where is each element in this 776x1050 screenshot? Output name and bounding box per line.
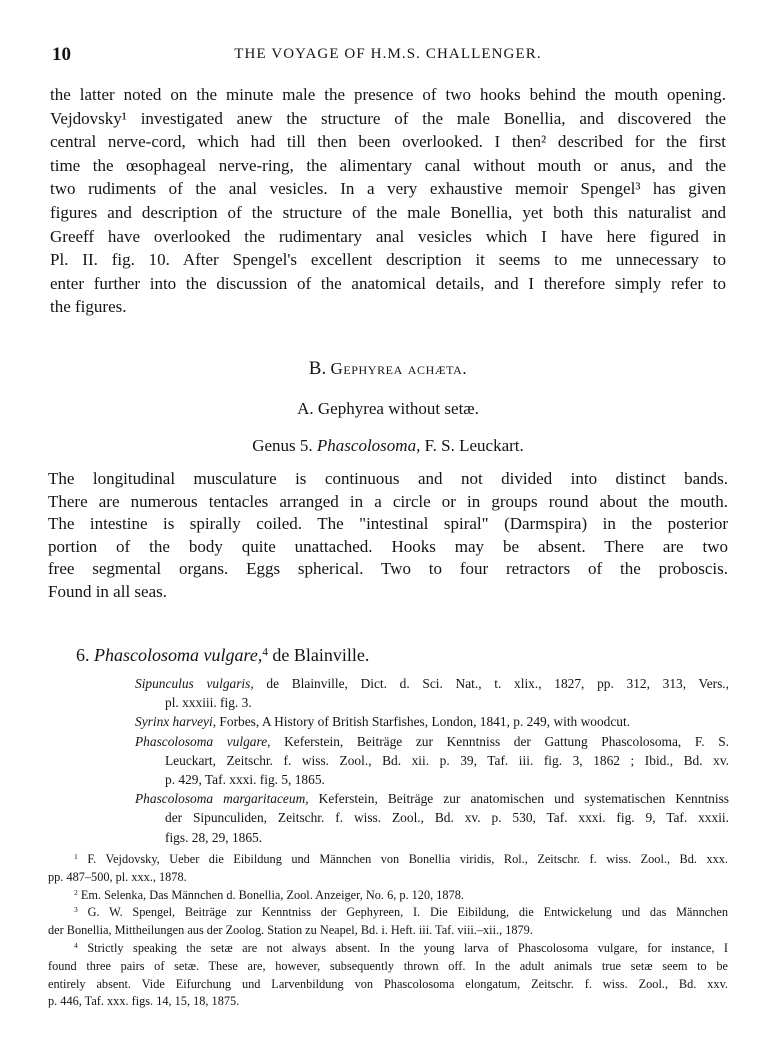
- footnote-text: G. W. Spengel, Beiträge zur Kenntniss der Gephyreen, I. Die Eibildung, die Entwickelung und das Männchen: [87, 905, 728, 920]
- genus-name: Phascolosoma,: [316, 436, 421, 455]
- page-header: [52, 44, 724, 66]
- text-line: The longitudinal musculature is continuous and not divided into distinct bands.: [48, 469, 728, 488]
- footnote-line: [48, 958, 728, 976]
- synonym-entry: [135, 732, 729, 790]
- synonym-text: p. 429, Taf. xxxi. fig. 5, 1865.: [165, 771, 325, 787]
- footnote-number: 3: [74, 905, 78, 915]
- genus-description: [48, 468, 728, 604]
- footnote-line: [48, 922, 728, 940]
- footnote-text: entirely absent. Vide Eifurchung und Larvenbildung von Phascolosoma elongatum, Zeitschr. f. wiss. Zool., Bd. xxv.: [48, 976, 728, 991]
- text-line: Vejdovsky¹ investigated anew the structure of the male Bonellia, and discovered the: [50, 108, 726, 128]
- text-line: free segmental organs. Eggs spherical. Two to four retractors of the proboscis.: [48, 559, 728, 579]
- text-line: the latter noted on the minute male the presence of two hooks behind the mouth opening.: [50, 85, 726, 104]
- synonym-text: de Blainville, Dict. d. Sci. Nat., t. xlix., 1827, pp. 312, 313, Vers.,: [266, 676, 730, 691]
- text-line: portion of the body quite unattached. Hooks may be absent. There are two: [48, 536, 728, 556]
- text-line: There are numerous tentacles arranged in a circle or in groups round about the mouth.: [48, 491, 728, 511]
- page-number: 10: [52, 44, 71, 65]
- footnote-text: F. Vejdovsky, Ueber die Eibildung und Männchen von Bonellia viridis, Rol., Zeitschr. f. wiss. Zool., Bd. xxx.: [87, 852, 728, 866]
- synonym-taxon: Syrinx harveyi,: [135, 714, 217, 730]
- text-line: two rudiments of the anal vesicles. In a very exhaustive memoir Spengel³ has given: [50, 179, 726, 199]
- footnote-line: [48, 887, 728, 905]
- subsection-heading: [0, 399, 776, 419]
- synonym-text: Keferstein, Beiträge zur Kenntniss der Gattung Phascolosoma, F. S.: [284, 733, 729, 749]
- footnote-line: [48, 993, 728, 1011]
- footnote-4: [48, 940, 728, 1011]
- genus-heading: [0, 436, 776, 456]
- species-note-ref: 4: [262, 646, 268, 659]
- footnote-1: [48, 851, 728, 887]
- text-line: the figures.: [50, 297, 127, 317]
- footnote-3: [48, 904, 728, 940]
- synonym-text: pl. xxxiii. fig. 3.: [165, 695, 252, 711]
- synonym-continuation: [135, 770, 729, 789]
- synonym-first-line: [135, 789, 729, 808]
- subsection-title: A. Gephyrea without setæ.: [297, 399, 479, 418]
- text-line: central nerve-cord, which had till then been overlooked. I then² described for the first: [50, 132, 726, 152]
- synonym-taxon: Phascolosoma margaritaceum,: [135, 791, 309, 807]
- genus-author: F. S. Leuckart.: [424, 436, 524, 455]
- synonym-text: Keferstein, Beiträge zur anatomischen und systematischen Kenntniss: [318, 791, 729, 807]
- synonym-continuation: [135, 808, 729, 827]
- footnote-number: 4: [74, 941, 78, 951]
- synonym-taxon: Phascolosoma vulgare,: [135, 733, 271, 749]
- species-number: 6.: [76, 645, 90, 665]
- synonym-text: figs. 28, 29, 1865.: [165, 829, 263, 845]
- footnotes: [48, 851, 728, 1011]
- footnote-line: [48, 869, 728, 887]
- running-title: THE VOYAGE OF H.M.S. CHALLENGER.: [234, 46, 542, 62]
- footnote-2: [48, 887, 728, 905]
- text-line: enter further into the discussion of the anatomical details, and I therefore simply refer to: [50, 273, 726, 293]
- footnote-text: pp. 487–500, pl. xxx., 1878.: [48, 869, 187, 884]
- synonym-text: Leuckart, Zeitschr. f. wiss. Zool., Bd. xii. p. 39, Taf. iii. fig. 3, 1862 ; Ibid., Bd. xv.: [165, 752, 729, 768]
- synonym-text: Forbes, A History of British Starfishes, London, 1841, p. 249, with woodcut.: [219, 714, 631, 730]
- synonym-taxon: Sipunculus vulgaris,: [135, 676, 254, 691]
- synonym-continuation: [135, 751, 729, 770]
- text-line: Pl. II. fig. 10. After Spengel's excellent description it seems to me unnecessary to: [50, 250, 726, 270]
- footnote-line: [48, 976, 728, 994]
- synonymy-list: [135, 674, 729, 847]
- text-line: Greeff have overlooked the rudimentary anal vesicles which I have here figured in: [50, 226, 726, 246]
- footnote-text: Em. Selenka, Das Männchen d. Bonellia, Zool. Anzeiger, No. 6, p. 120, 1878.: [80, 887, 464, 902]
- genus-prefix: Genus 5.: [252, 436, 313, 455]
- synonym-entry: [135, 789, 729, 847]
- footnote-line: [48, 851, 728, 869]
- synonym-continuation: [135, 828, 729, 847]
- text-line: The intestine is spirally coiled. The "intestinal spiral" (Darmspira) in the posterior: [48, 514, 728, 534]
- footnote-line: [48, 940, 728, 958]
- footnote-text: found three pairs of setæ. These are, however, subsequently thrown off. In the adult animals true setæ seem to be: [48, 958, 728, 973]
- footnote-number: 1: [74, 852, 78, 862]
- species-author: de Blainville.: [272, 645, 370, 665]
- synonym-first-line: [135, 674, 729, 693]
- synonym-continuation: [135, 693, 729, 712]
- text-line: Found in all seas.: [48, 581, 167, 601]
- section-heading: [0, 358, 776, 380]
- text-line: figures and description of the structure of the male Bonellia, yet both this naturalist and: [50, 202, 726, 222]
- species-name: Phascolosoma vulgare,: [94, 645, 263, 665]
- text-line: time the œsophageal nerve-ring, the alimentary canal without mouth or anus, and the: [50, 155, 726, 175]
- synonym-entry: [135, 712, 729, 731]
- species-heading: [76, 645, 369, 666]
- footnote-line: [48, 904, 728, 922]
- section-letter: B.: [308, 358, 327, 379]
- footnote-text: Strictly speaking the setæ are not always absent. In the young larva of Phascolosoma vulgare, for instance, I: [87, 940, 729, 955]
- synonym-entry: [135, 674, 729, 712]
- synonym-text: der Sipunculiden, Zeitschr. f. wiss. Zool., Bd. xv. p. 530, Taf. xxxi. fig. 9, Taf. xxxii.: [165, 810, 729, 826]
- synonym-first-line: [135, 712, 729, 731]
- footnote-number: 2: [74, 887, 78, 897]
- intro-paragraph: [50, 83, 726, 319]
- footnote-text: p. 446, Taf. xxx. figs. 14, 15, 18, 1875.: [48, 994, 240, 1009]
- synonym-first-line: [135, 732, 729, 751]
- section-name: Gephyrea achæta.: [330, 359, 468, 378]
- footnote-text: der Bonellia, Mittheilungen aus der Zoolog. Station zu Neapel, Bd. i. Heft. iii. Taf. viii.–xii., 1879.: [48, 923, 533, 938]
